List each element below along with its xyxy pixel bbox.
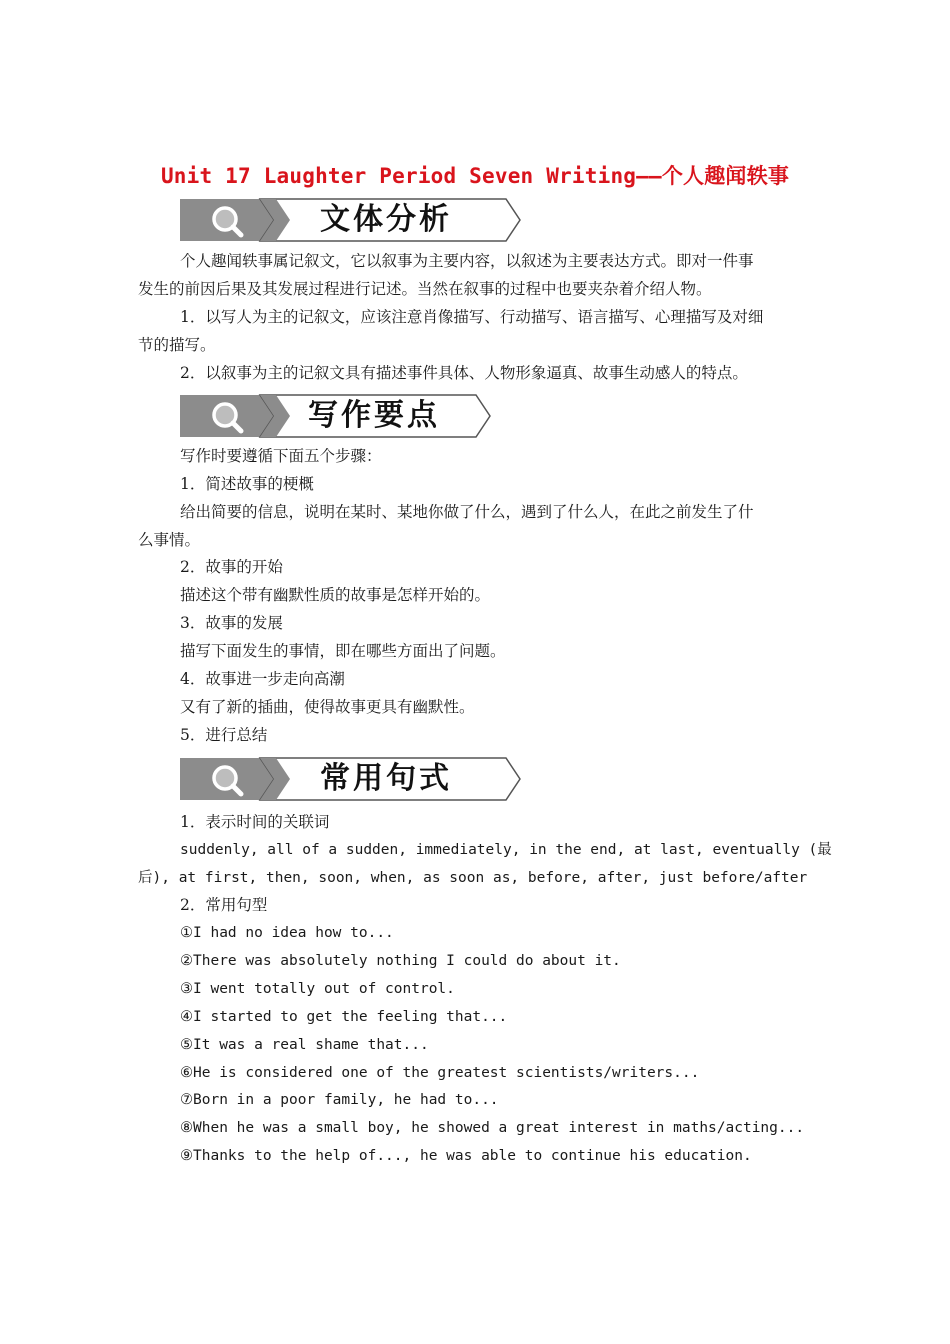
text-line: 写作时要遵循下面五个步骤： [180, 447, 382, 465]
sentence-pattern: ②There was absolutely nothing I could do about it. [180, 953, 621, 969]
section-banner-style-analysis [180, 197, 525, 243]
text-line: 个人趣闻轶事属记叙文，它以叙事为主要内容，以叙述为主要表达方式。即对一件事 [180, 252, 754, 270]
sentence-pattern: ⑦Born in a poor family, he had to... [180, 1092, 499, 1108]
text-line: 2．常用句型 [180, 896, 268, 914]
sentence-pattern: ①I had no idea how to... [180, 925, 394, 941]
text-line: 3．故事的发展 [180, 614, 283, 632]
sentence-pattern: ⑥He is considered one of the greatest scientists/writers... [180, 1065, 700, 1081]
text-line: 1．表示时间的关联词 [180, 813, 330, 831]
sentence-pattern: ⑤It was a real shame that... [180, 1037, 429, 1053]
text-line: 么事情。 [138, 531, 201, 549]
text-line: 给出简要的信息，说明在某时、某地你做了什么，遇到了什么人，在此之前发生了什 [180, 503, 754, 521]
sentence-pattern: ④I started to get the feeling that... [180, 1009, 508, 1025]
text-line: 5．进行总结 [180, 726, 268, 744]
text-line: 发生的前因后果及其发展过程进行记述。当然在叙事的过程中也要夹杂着介绍人物。 [138, 280, 712, 298]
section-heading: 文体分析 [320, 202, 452, 237]
text-line: 2．故事的开始 [180, 558, 283, 576]
sentence-pattern: ⑨Thanks to the help of..., he was able to continue his education. [180, 1148, 752, 1164]
sentence-pattern: ⑧When he was a small boy, he showed a great interest in maths/acting... [180, 1120, 805, 1136]
section-banner-common-sentences [180, 756, 525, 802]
text-line: 1．简述故事的梗概 [180, 475, 314, 493]
section-heading: 常用句式 [320, 761, 452, 796]
section-heading: 写作要点 [308, 398, 440, 433]
text-line: suddenly, all of a sudden, immediately, in the end, at last, eventually (最 [180, 842, 832, 858]
text-line: 节的描写。 [138, 336, 216, 354]
text-line: 描写下面发生的事情，即在哪些方面出了问题。 [180, 642, 506, 660]
section-banner-writing-points [180, 393, 525, 439]
text-line: 又有了新的插曲，使得故事更具有幽默性。 [180, 698, 475, 716]
sentence-pattern: ③I went totally out of control. [180, 981, 455, 997]
text-line: 2．以叙事为主的记叙文具有描述事件具体、人物形象逼真、故事生动感人的特点。 [180, 364, 748, 382]
text-line: 4．故事进一步走向高潮 [180, 670, 345, 688]
text-line: 描述这个带有幽默性质的故事是怎样开始的。 [180, 586, 491, 604]
text-line: 后), at first, then, soon, when, as soon as, before, after, just before/after [138, 870, 808, 886]
page-title: Unit 17 Laughter Period Seven Writing——个人趣闻轶事 [160, 164, 790, 188]
text-line: 1．以写人为主的记叙文，应该注意肖像描写、行动描写、语言描写、心理描写及对细 [180, 308, 764, 326]
